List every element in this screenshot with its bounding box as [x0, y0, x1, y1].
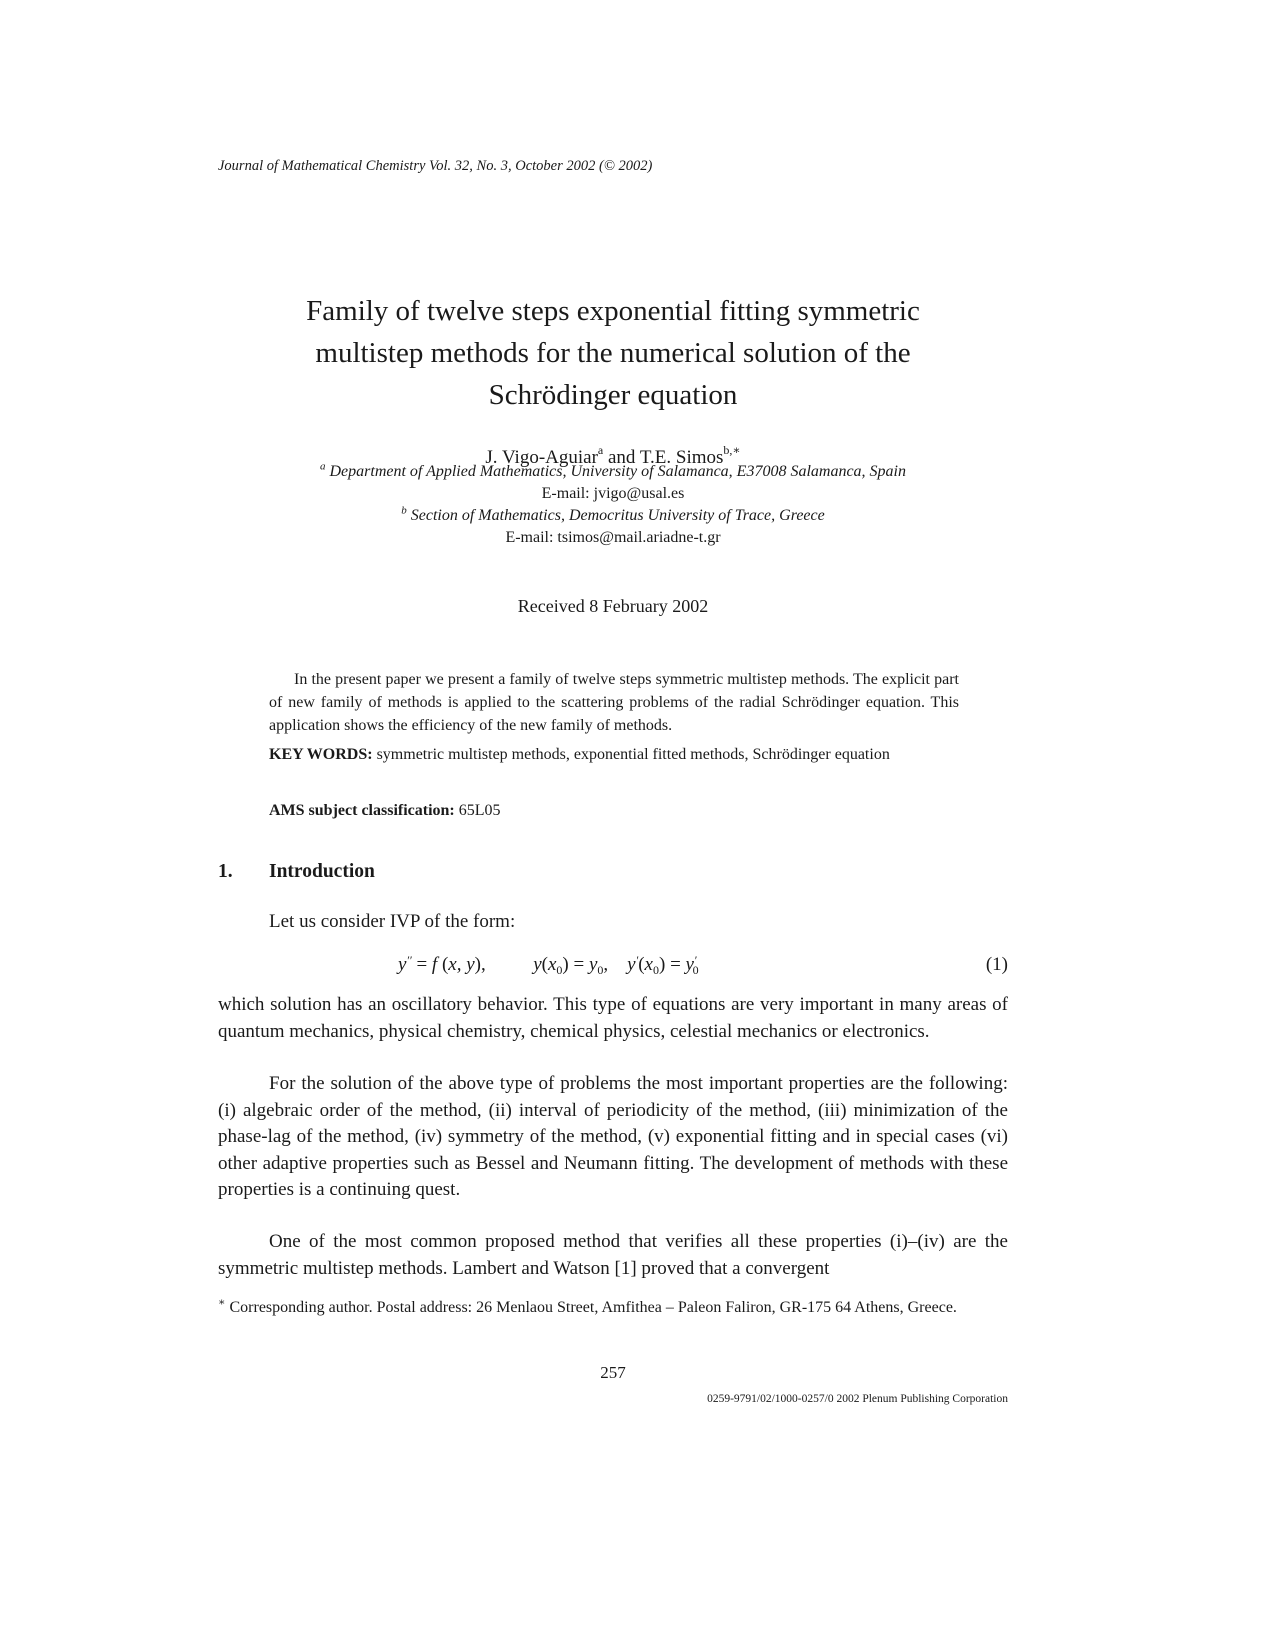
- paragraph: One of the most common proposed method that verifies all these properties (i)–(iv) are the symmetric multistep methods. Lambert and Watson [1] proved that a convergent: [218, 1231, 1008, 1279]
- journal-header: Journal of Mathematical Chemistry Vol. 32, No. 3, October 2002 (© 2002): [218, 158, 653, 174]
- ivp-intro: Let us consider IVP of the form:: [269, 911, 516, 932]
- section-number: 1.: [218, 861, 233, 882]
- affiliation-email: E-mail: jvigo@usal.es: [541, 485, 685, 502]
- keywords-label: KEY WORDS:: [269, 746, 373, 763]
- paragraph: which solution has an oscillatory behavior. This type of equations are very important in many areas of quantum mechanics, physical chemistry, chemical physics, celestial mechanics or electronics.: [218, 994, 1008, 1042]
- ams-label: AMS subject classification:: [269, 802, 455, 819]
- received-date: Received 8 February 2002: [517, 596, 709, 616]
- affiliation-mark: b: [401, 504, 407, 517]
- ams-code: 65L05: [458, 802, 501, 819]
- ams-classification: [269, 799, 959, 822]
- keywords-text: symmetric multistep methods, exponential fitted methods, Schrödinger equation: [376, 746, 890, 763]
- publisher-line: 0259-9791/02/1000-0257/0 2002 Plenum Publishing Corporation: [707, 1393, 1008, 1405]
- affiliation-department: Section of Mathematics, Democritus University of Trace, Greece: [410, 507, 825, 524]
- author-conjunction: and: [607, 447, 636, 468]
- affiliation-b: [218, 505, 1008, 549]
- abstract: In the present paper we present a family of twelve steps symmetric multistep methods. The explicit part of new family of methods is applied to the scattering problems of the radial Schrödinger equation. This application shows the efficiency of the new family of methods.: [269, 671, 959, 734]
- title-line-3: Schrödinger equation: [488, 379, 738, 411]
- footnote-text: Corresponding author. Postal address: 26 Menlaou Street, Amfithea – Paleon Faliron, GR-175 64 Athens, Greece.: [229, 1299, 957, 1316]
- author-name: J. Vigo-Aguiar: [485, 447, 598, 468]
- paragraph: For the solution of the above type of problems the most important properties are the following: (i) algebraic order of the method, (ii) interval of periodicity of the method, (iii) minimization of the phase-lag of the method, (iv) symmetry of the method, (v) exponential fitting and in special cases (vi) other adaptive properties such as Bessel and Neumann fitting. The development of methods with these properties is a continuing quest.: [218, 1073, 1008, 1200]
- title-line-1: Family of twelve steps exponential fitting symmetric: [306, 295, 920, 327]
- section-title: Introduction: [269, 861, 375, 882]
- affiliation-mark: a: [319, 460, 326, 473]
- affiliation-mark: b,∗: [723, 442, 741, 457]
- affiliation-email: E-mail: tsimos@mail.ariadne-t.gr: [505, 529, 721, 546]
- equation-1: [218, 954, 1008, 984]
- affiliation-mark: a: [597, 442, 604, 457]
- page-number: 257: [600, 1363, 626, 1382]
- footnote-mark: ∗: [218, 1296, 226, 1309]
- title-line-2: multistep methods for the numerical solution of the: [315, 337, 911, 369]
- footnote: [218, 1297, 1008, 1319]
- equation-body: y′′ = f (x, y), $y(x_0) = y_0$, $y'(x_0) = y'_0$: [398, 953, 699, 977]
- affiliation-a: [218, 461, 1008, 505]
- paper-title: [218, 290, 1008, 416]
- affiliation-department: Department of Applied Mathematics, University of Salamanca, E37008 Salamanca, Spain: [329, 463, 906, 480]
- keywords: [269, 743, 959, 766]
- author-name: T.E. Simos: [639, 447, 724, 468]
- equation-number: (1): [985, 954, 1008, 975]
